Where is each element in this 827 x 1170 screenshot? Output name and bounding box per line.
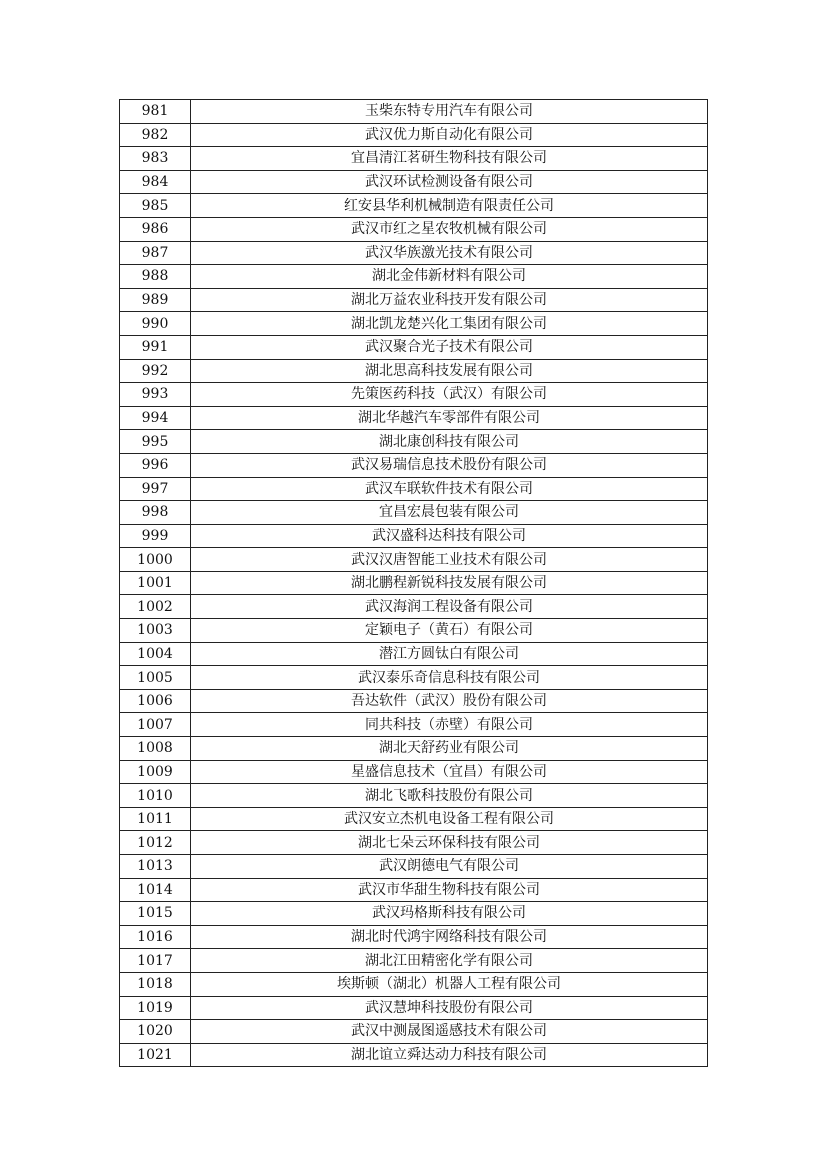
company-name-cell: 湖北谊立舜达动力科技有限公司 bbox=[191, 1043, 708, 1067]
row-number-cell: 1015 bbox=[120, 902, 191, 926]
table-body bbox=[120, 100, 708, 1067]
table-row bbox=[120, 1043, 708, 1067]
row-number-cell: 1008 bbox=[120, 737, 191, 761]
row-number-cell: 1004 bbox=[120, 642, 191, 666]
row-number-cell: 983 bbox=[120, 147, 191, 171]
row-number-cell: 990 bbox=[120, 312, 191, 336]
row-number-cell: 982 bbox=[120, 123, 191, 147]
table-row bbox=[120, 1020, 708, 1044]
row-number-cell: 991 bbox=[120, 335, 191, 359]
row-number-cell: 1021 bbox=[120, 1043, 191, 1067]
table-row bbox=[120, 831, 708, 855]
company-name-cell: 湖北时代鸿宇网络科技有限公司 bbox=[191, 925, 708, 949]
table-row bbox=[120, 265, 708, 289]
company-name-cell: 潜江方圆钛白有限公司 bbox=[191, 642, 708, 666]
row-number-cell: 988 bbox=[120, 265, 191, 289]
company-name-cell: 红安县华利机械制造有限责任公司 bbox=[191, 194, 708, 218]
company-name-cell: 宜昌清江茗研生物科技有限公司 bbox=[191, 147, 708, 171]
row-number-cell: 998 bbox=[120, 501, 191, 525]
row-number-cell: 995 bbox=[120, 430, 191, 454]
company-name-cell: 湖北天舒药业有限公司 bbox=[191, 737, 708, 761]
table-row bbox=[120, 760, 708, 784]
company-name-cell: 武汉易瑞信息技术股份有限公司 bbox=[191, 453, 708, 477]
row-number-cell: 1003 bbox=[120, 619, 191, 643]
company-name-cell: 武汉优力斯自动化有限公司 bbox=[191, 123, 708, 147]
company-name-cell: 武汉中测晟图遥感技术有限公司 bbox=[191, 1020, 708, 1044]
table-row bbox=[120, 784, 708, 808]
company-name-cell: 宜昌宏晨包装有限公司 bbox=[191, 501, 708, 525]
company-name-cell: 武汉安立杰机电设备工程有限公司 bbox=[191, 807, 708, 831]
row-number-cell: 1010 bbox=[120, 784, 191, 808]
company-name-cell: 湖北金伟新材料有限公司 bbox=[191, 265, 708, 289]
table-row bbox=[120, 194, 708, 218]
company-name-cell: 湖北思高科技发展有限公司 bbox=[191, 359, 708, 383]
company-name-cell: 武汉华族激光技术有限公司 bbox=[191, 241, 708, 265]
table-row bbox=[120, 359, 708, 383]
table-row bbox=[120, 100, 708, 124]
row-number-cell: 1017 bbox=[120, 949, 191, 973]
company-list-table bbox=[119, 99, 708, 1067]
table-row bbox=[120, 406, 708, 430]
row-number-cell: 1002 bbox=[120, 595, 191, 619]
row-number-cell: 1006 bbox=[120, 689, 191, 713]
row-number-cell: 1012 bbox=[120, 831, 191, 855]
table-row bbox=[120, 123, 708, 147]
row-number-cell: 1009 bbox=[120, 760, 191, 784]
table-row bbox=[120, 902, 708, 926]
table-row bbox=[120, 619, 708, 643]
table-row bbox=[120, 689, 708, 713]
table-row bbox=[120, 996, 708, 1020]
row-number-cell: 993 bbox=[120, 383, 191, 407]
row-number-cell: 992 bbox=[120, 359, 191, 383]
row-number-cell: 997 bbox=[120, 477, 191, 501]
row-number-cell: 1007 bbox=[120, 713, 191, 737]
table-row bbox=[120, 807, 708, 831]
company-name-cell: 先策医药科技（武汉）有限公司 bbox=[191, 383, 708, 407]
row-number-cell: 1020 bbox=[120, 1020, 191, 1044]
table-row bbox=[120, 925, 708, 949]
company-name-cell: 湖北华越汽车零部件有限公司 bbox=[191, 406, 708, 430]
table-row bbox=[120, 595, 708, 619]
table-row bbox=[120, 666, 708, 690]
row-number-cell: 994 bbox=[120, 406, 191, 430]
table-row bbox=[120, 241, 708, 265]
company-name-cell: 武汉市红之星农牧机械有限公司 bbox=[191, 217, 708, 241]
row-number-cell: 996 bbox=[120, 453, 191, 477]
table-row bbox=[120, 170, 708, 194]
row-number-cell: 987 bbox=[120, 241, 191, 265]
table-row bbox=[120, 501, 708, 525]
company-name-cell: 同共科技（赤壁）有限公司 bbox=[191, 713, 708, 737]
table-row bbox=[120, 383, 708, 407]
row-number-cell: 981 bbox=[120, 100, 191, 124]
company-name-cell: 湖北凯龙楚兴化工集团有限公司 bbox=[191, 312, 708, 336]
table-row bbox=[120, 548, 708, 572]
table-row bbox=[120, 713, 708, 737]
company-name-cell: 武汉汉唐智能工业技术有限公司 bbox=[191, 548, 708, 572]
company-name-cell: 武汉泰乐奇信息科技有限公司 bbox=[191, 666, 708, 690]
table-row bbox=[120, 430, 708, 454]
table-row bbox=[120, 642, 708, 666]
company-name-cell: 湖北江田精密化学有限公司 bbox=[191, 949, 708, 973]
company-name-cell: 定颖电子（黄石）有限公司 bbox=[191, 619, 708, 643]
table-row bbox=[120, 571, 708, 595]
table-row bbox=[120, 312, 708, 336]
row-number-cell: 1000 bbox=[120, 548, 191, 572]
row-number-cell: 1018 bbox=[120, 972, 191, 996]
table-row bbox=[120, 855, 708, 879]
table-row bbox=[120, 878, 708, 902]
company-name-cell: 武汉市华甜生物科技有限公司 bbox=[191, 878, 708, 902]
company-name-cell: 湖北万益农业科技开发有限公司 bbox=[191, 288, 708, 312]
row-number-cell: 1016 bbox=[120, 925, 191, 949]
company-name-cell: 湖北飞歌科技股份有限公司 bbox=[191, 784, 708, 808]
company-name-cell: 星盛信息技术（宜昌）有限公司 bbox=[191, 760, 708, 784]
row-number-cell: 985 bbox=[120, 194, 191, 218]
table-row bbox=[120, 288, 708, 312]
company-name-cell: 玉柴东特专用汽车有限公司 bbox=[191, 100, 708, 124]
table-row bbox=[120, 949, 708, 973]
company-name-cell: 湖北鹏程新锐科技发展有限公司 bbox=[191, 571, 708, 595]
company-name-cell: 湖北康创科技有限公司 bbox=[191, 430, 708, 454]
company-name-cell: 武汉车联软件技术有限公司 bbox=[191, 477, 708, 501]
row-number-cell: 1014 bbox=[120, 878, 191, 902]
table-row bbox=[120, 737, 708, 761]
company-name-cell: 武汉慧坤科技股份有限公司 bbox=[191, 996, 708, 1020]
company-name-cell: 武汉聚合光子技术有限公司 bbox=[191, 335, 708, 359]
company-name-cell: 武汉环试检测设备有限公司 bbox=[191, 170, 708, 194]
table-row bbox=[120, 335, 708, 359]
company-name-cell: 武汉朗德电气有限公司 bbox=[191, 855, 708, 879]
company-name-cell: 吾达软件（武汉）股份有限公司 bbox=[191, 689, 708, 713]
row-number-cell: 1013 bbox=[120, 855, 191, 879]
row-number-cell: 1019 bbox=[120, 996, 191, 1020]
row-number-cell: 1005 bbox=[120, 666, 191, 690]
table-row bbox=[120, 524, 708, 548]
row-number-cell: 1001 bbox=[120, 571, 191, 595]
row-number-cell: 1011 bbox=[120, 807, 191, 831]
company-name-cell: 湖北七朵云环保科技有限公司 bbox=[191, 831, 708, 855]
row-number-cell: 999 bbox=[120, 524, 191, 548]
row-number-cell: 984 bbox=[120, 170, 191, 194]
table-row bbox=[120, 477, 708, 501]
company-name-cell: 武汉玛格斯科技有限公司 bbox=[191, 902, 708, 926]
company-name-cell: 武汉盛科达科技有限公司 bbox=[191, 524, 708, 548]
table-row bbox=[120, 147, 708, 171]
company-name-cell: 埃斯顿（湖北）机器人工程有限公司 bbox=[191, 972, 708, 996]
row-number-cell: 989 bbox=[120, 288, 191, 312]
company-name-cell: 武汉海润工程设备有限公司 bbox=[191, 595, 708, 619]
table-row bbox=[120, 972, 708, 996]
table-row bbox=[120, 453, 708, 477]
row-number-cell: 986 bbox=[120, 217, 191, 241]
table-row bbox=[120, 217, 708, 241]
